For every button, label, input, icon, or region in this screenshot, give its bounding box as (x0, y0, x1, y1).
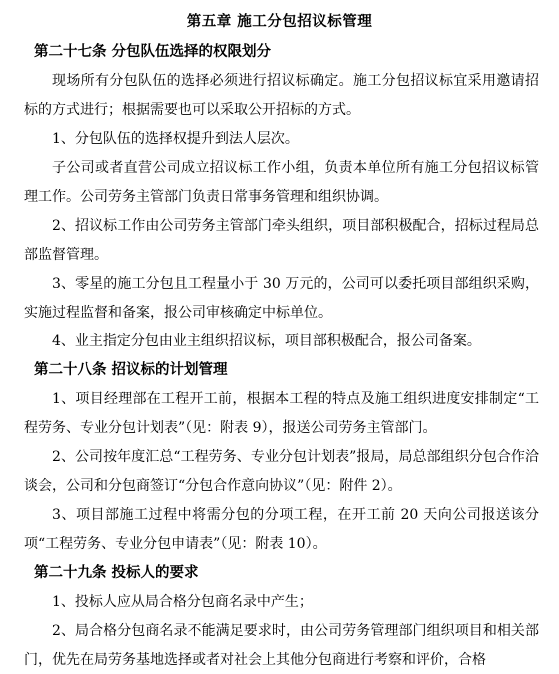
section-heading-29: 第二十九条 投标人的要求 (34, 564, 199, 581)
paragraph: 3、项目部施工过程中将需分包的分项工程，在开工前 20 天向公司报送该分项“工程劳务、专业分包申请表”（见：附表 10）。 (24, 507, 539, 552)
paragraph: 4、业主指定分包由业主组织招议标，项目部积极配合，报公司备案。 (52, 333, 481, 349)
paragraph: 1、投标人应从局合格分包商名录中产生； (52, 594, 313, 610)
paragraph: 现场所有分包队伍的选择必须进行招议标确定。施工分包招议标宜采用邀请招标的方式进行；根据需要也可以采取公开招标的方式。 (24, 73, 539, 118)
paragraph: 子公司或者直营公司成立招议标工作小组，负责本单位所有施工分包招议标管理工作。公司劳务主管部门负责日常事务管理和组织协调。 (24, 160, 539, 205)
section-heading-28: 第二十八条 招议标的计划管理 (34, 361, 228, 378)
chapter-title: 第五章 施工分包招议标管理 (186, 13, 373, 30)
paragraph: 1、分包队伍的选择权提升到法人层次。 (52, 131, 299, 147)
paragraph: 3、零星的施工分包且工程量小于 30 万元的，公司可以委托项目部组织采购，实施过程监督和备案，报公司审核确定中标单位。 (24, 276, 539, 321)
section-heading-27: 第二十七条 分包队伍选择的权限划分 (34, 43, 272, 60)
paragraph: 2、局合格分包商名录不能满足要求时，由公司劳务管理部门组织项目和相关部门，优先在局劳务基地选择或者对社会上其他分包商进行考察和评价，合格 (24, 623, 539, 668)
paragraph: 2、公司按年度汇总“工程劳务、专业分包计划表”报局，局总部组织分包合作洽谈会，公司和分包商签订“分包合作意向协议”（见：附件 2）。 (24, 449, 539, 494)
paragraph: 1、项目经理部在工程开工前，根据本工程的特点及施工组织进度安排制定“工程劳务、专业分包计划表”（见：附表 9），报送公司劳务主管部门。 (24, 391, 539, 436)
paragraph: 2、招议标工作由公司劳务主管部门牵头组织，项目部积极配合，招标过程局总部监督管理。 (24, 218, 539, 263)
